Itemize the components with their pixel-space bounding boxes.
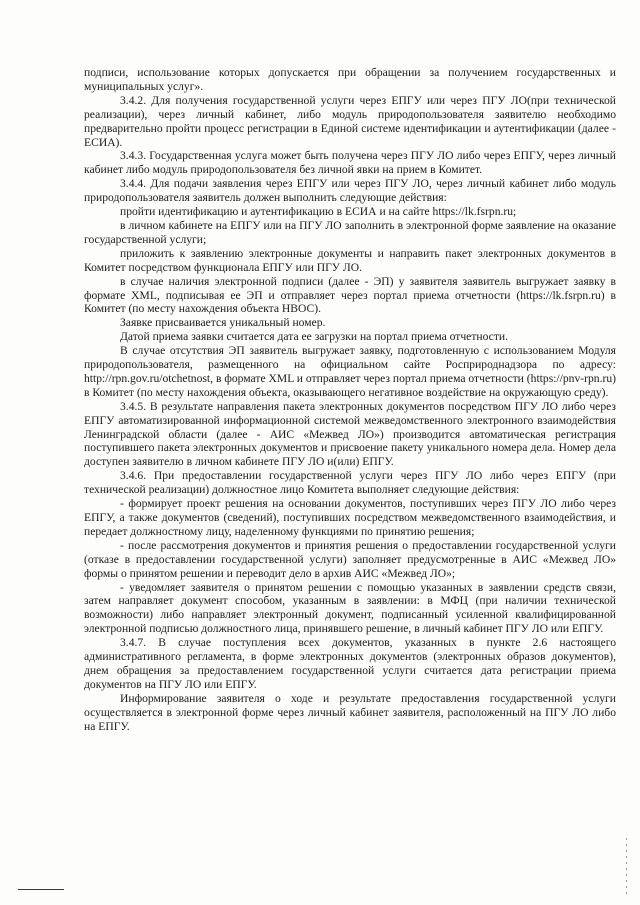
paragraph: 3.4.7. В случае поступления всех документов, указанных в пункте 2.6 настоящего административного регламента, в форме электронных документов (электронных образов документов), днем обращения за предоставлением государственной услуги считается дата регистрации приема документов на ПГУ ЛО или ЕПГУ. [84,636,616,691]
paragraph: - формирует проект решения на основании документов, поступивших через ПГУ ЛО либо через ЕПГУ, а также документов (сведений), поступивших посредством межведомственного взаимодействия, и передает должностному лицу, наделенному функциями по принятию решения; [84,497,616,538]
scan-edge-mark [626,838,627,898]
paragraph: в личном кабинете на ЕПГУ или на ПГУ ЛО заполнить в электронной форме заявление на оказание государственной услуги; [84,218,616,246]
footnote-rule [18,889,64,890]
paragraph: 3.4.4. Для подачи заявления через ЕПГУ или через ПГУ ЛО, через личный кабинет либо модуль природопользователя заявитель должен выполнить следующие действия: [84,177,616,205]
paragraph: - после рассмотрения документов и принятия решения о предоставлении государственной услуги (отказе в предоставлении государственной услуги) заполняет предусмотренные в АИС «Межвед ЛО» формы о принятом решении и переводит дело в архив АИС «Межвед ЛО»; [84,538,616,580]
paragraph: подписи, использование которых допускается при обращении за получением государственных и муниципальных услуг». [84,66,616,93]
paragraph: 3.4.5. В результате направления пакета электронных документов посредством ПГУ ЛО либо через ЕПГУ автоматизированной информационной системой межведомственного электронного взаимодействия Ленинградской области (далее - АИС «Межвед ЛО») производится автоматическая регистрация поступившего пакета электронных документов и присвоение пакету уникального номера дела. Номер дела доступен заявителю в личном кабинете ПГУ ЛО и(или) ЕПГУ. [84,399,616,469]
paragraph: - уведомляет заявителя о принятом решении с помощью указанных в заявлении средств связи, затем направляет документ способом, указанным в заявлении: в МФЦ (при наличии технической возможности) либо направляет электронный документ, подписанный усиленной квалифицированной электронной подписью должностного лица, принявшего решение, в личный кабинет ПГУ ЛО или ЕПГУ. [84,580,616,636]
paragraph: Датой приема заявки считается дата ее загрузки на портал приема отчетности. [120,330,508,344]
document-body [84,66,616,734]
paragraph: Информирование заявителя о ходе и результате предоставления государственной услуги осуществляется в электронной форме через личный кабинет заявителя, расположенный на ПГУ ЛО либо на ЕПГУ. [84,691,616,733]
paragraph: приложить к заявлению электронные документы и направить пакет электронных документов в Комитет посредством функционала ЕПГУ или ПГУ ЛО. [84,246,616,274]
paragraph: в случае наличия электронной подписи (далее - ЭП) у заявителя заявитель выгружает заявку в формате XML, подписывая ее ЭП и отправляет через портал приема отчетности (https://lk.fsrpn.ru) в Комитет (по месту нахождения объекта НВОС). [84,274,616,316]
paragraph: 3.4.3. Государственная услуга может быть получена через ПГУ ЛО либо через ЕПГУ, через личный кабинет либо модуль природопользователя без личной явки на прием в Комитет. [84,149,616,177]
paragraph: В случае отсутствия ЭП заявитель выгружает заявку, подготовленную с использованием Модуля природопользователя, размещенного на официальном сайте Росприроднадзора по адресу: http://rpn.gov.ru/otchetnost, в формате XML и отправляет через портал приема отчетности (https://pnv-rpn.ru) в Комитет (по месту нахождения объекта, оказывающего негативное воздействие на окружающую среду). [84,344,616,399]
paragraph: пройти идентификацию и аутентификацию в ЕСИА и на сайте https://lk.fsrpn.ru; [120,205,517,219]
paragraph: 3.4.2. Для получения государственной услуги через ЕПГУ или через ПГУ ЛО(при технической реализации), через личный кабинет, либо модуль природопользователя заявителю необходимо предварительно пройти процесс регистрации в Единой системе идентификации и аутентификации (далее - ЕСИА). [84,93,616,149]
paragraph: 3.4.6. При предоставлении государственной услуги через ПГУ ЛО либо через ЕПГУ (при технической реализации) должностное лицо Комитета выполняет следующие действия: [84,469,616,497]
paragraph: Заявке присваивается уникальный номер. [120,316,326,330]
